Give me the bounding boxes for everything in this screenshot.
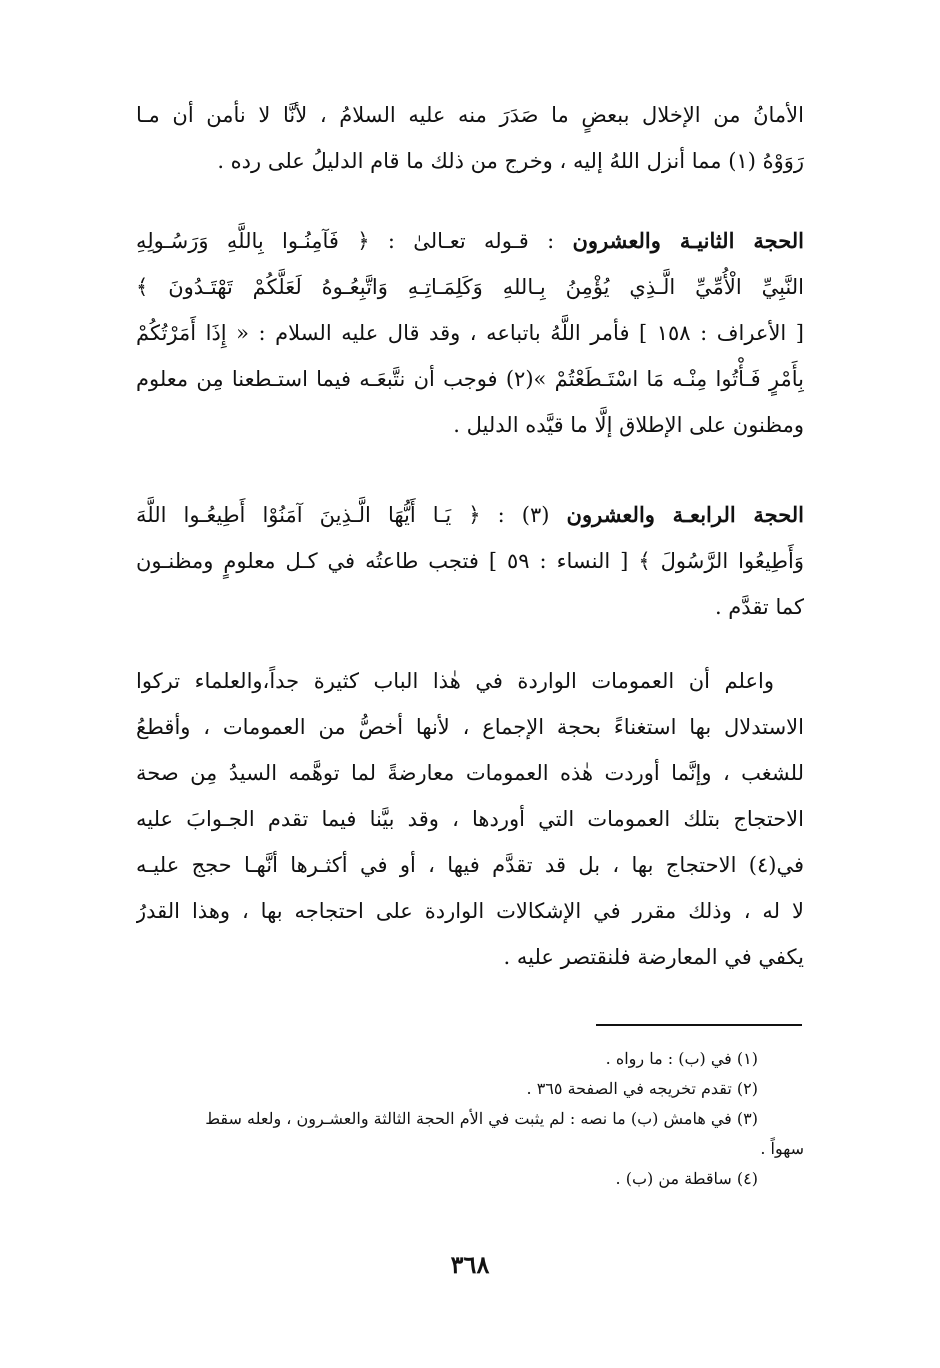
text-line: الأمانُ من الإخلال ببعضٍ ما صَدَرَ منه عليه السلامُ ، لأنَّا لا نأمن أن مـا: [136, 103, 804, 127]
text-line: لا له ، وذلك مقرر في الإشكالات الواردة على احتجاجه بها ، وهذا القدرُ: [136, 899, 804, 923]
footnotes: [136, 1044, 804, 1194]
footnote-3: (٣) في هامش (ب) ما نصه : لم يثبت في الأم الحجة الثالثة والعشـرون ، ولعله سقط: [205, 1109, 758, 1128]
text-line: ومظنون على الإطلاق إلَّا ما قيَّده الدليل .: [453, 413, 804, 437]
text-line: كما تقدَّم .: [714, 595, 804, 619]
footnote-4: (٤) ساقطة من (ب) .: [615, 1169, 758, 1188]
text-fragment: (٣) : ﴿ يَـا أَيُّهَا الَّـذِينَ آمَنُوْا أَطِيعُـوا اللَّهَ: [136, 503, 550, 527]
text-line: [ الأعراف : ١٥٨ ] فأمر اللَّهُ باتباعه ، وقد قال عليه السلام : « إِذَا أَمَرْتُكُمْ: [136, 321, 804, 345]
paragraph-argument-24: [136, 492, 804, 630]
text-line: في(٤) الاحتجاج بها ، بل قد تقدَّم فيها ، أو في أكثـرها أنَّهـا حجج عليـه: [136, 853, 804, 877]
argument-24-heading: الحجة الرابعـة والعشرون: [566, 502, 804, 527]
text-line: بِأَمْرٍ فَـأْتُوا مِنْـه مَا اسْتَـطَعْتُمْ »(٢) فوجب أن نتَّبعَـه فيما استـطعنا مِن معلوم: [136, 367, 804, 391]
text-line: يكفي في المعارضة فلنقتصر عليه .: [503, 945, 804, 969]
text-line: واعلم أن العمومات الواردة في هٰذا الباب كثيرة جداً،والعلماء تركوا: [136, 669, 774, 693]
argument-22-heading: الحجة الثانيـة والعشرون: [572, 228, 804, 253]
text-line: للشغب ، وإنَّما أوردت هٰذه العمومات معارضةً لما توهَّمه السيدُ مِن صحة: [136, 761, 804, 785]
paragraph-intro: [136, 92, 804, 184]
text-line: [136, 218, 804, 264]
footnote-separator: [596, 1024, 802, 1026]
paragraph-argument-22: [136, 218, 804, 448]
text-fragment: : قـوله تعـالىٰ : ﴿ فَآمِنُـوا بِاللَّهِ وَرَسُـولِهِ: [136, 229, 555, 253]
text-line: النَّبِيِّ الْأُمِّيِّ الَّـذِي يُؤْمِنُ بِـاللهِ وَكَلِمَـاتِـهِ وَاتَّبِعُـوهُ لَعَلَّكُمْ تَهْتَـدُونَ ﴾: [136, 275, 804, 299]
text-line: رَوَوْهُ (١) مما أنزل اللهُ إليه ، وخرج من ذلك ما قام الدليلُ على رده .: [217, 149, 804, 173]
text-line: الاستدلال بها استغناءً بحجة الإجماع ، لأنها أخصُّ من العمومات ، وأقطعُ: [136, 715, 804, 739]
footnote-2: (٢) تقدم تخريجه في الصفحة ٣٦٥ .: [526, 1079, 758, 1098]
page-number: ٣٦٨: [450, 1250, 490, 1279]
text-line: [136, 492, 804, 538]
footnote-3-continuation: سهواً .: [760, 1139, 804, 1158]
text-line: وَأَطِيعُوا الرَّسُولَ ﴾ [ النساء : ٥٩ ] فتجب طاعتُه في كـل معلومٍ ومظنـون: [136, 549, 804, 573]
paragraph-general: [136, 658, 804, 980]
text-line: الاحتجاج بتلك العمومات التي أوردها ، وقد بيَّنا فيما تقدم الجـوابَ عليه: [136, 807, 804, 831]
footnote-1: (١) في (ب) : ما رواه .: [605, 1049, 758, 1068]
